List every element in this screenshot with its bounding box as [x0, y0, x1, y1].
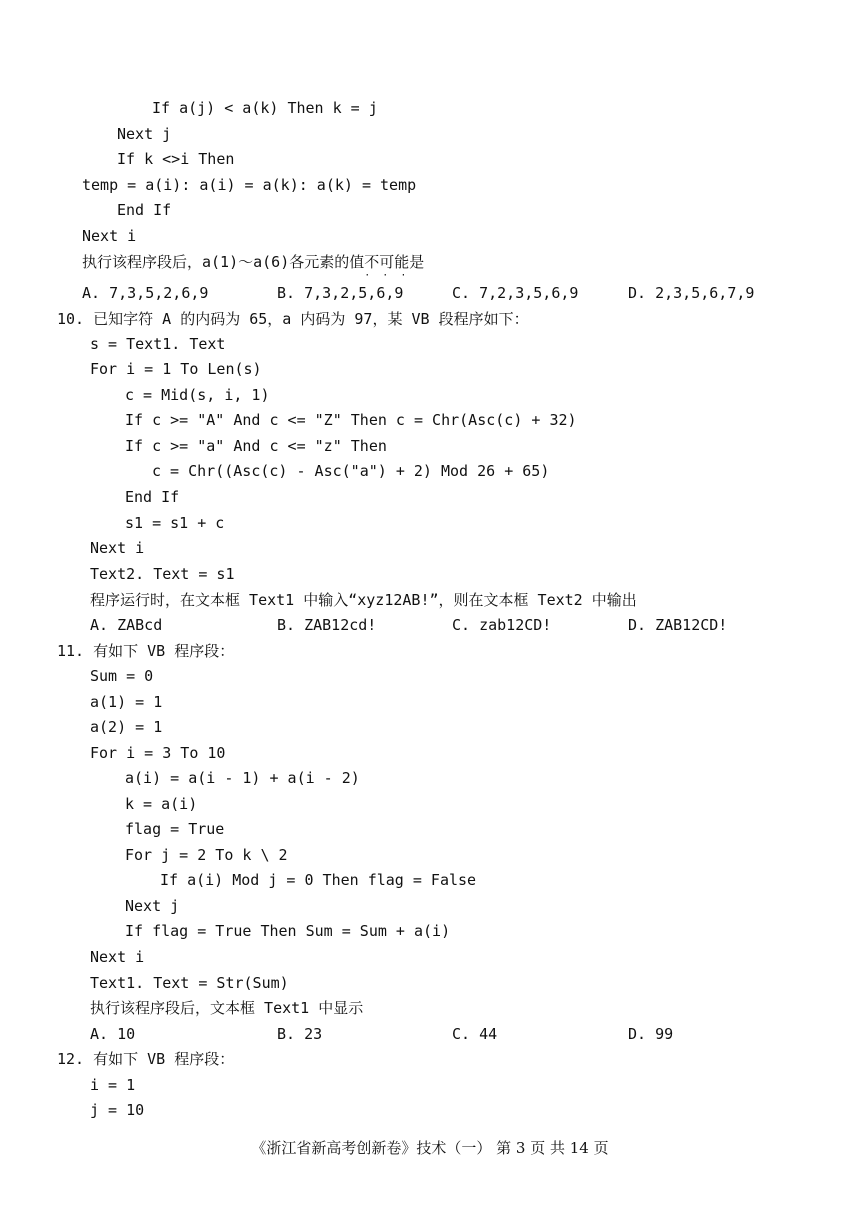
q10-code-line-5: If c >= "a" And c <= "z" Then	[125, 437, 387, 455]
q9-option-a: A. 7,3,5,2,6,9	[82, 284, 209, 302]
q12-code-line-1: i = 1	[90, 1076, 136, 1094]
q11-option-c: C. 44	[452, 1025, 498, 1043]
q11-code-line-2: a(1) = 1	[90, 693, 163, 711]
q9-option-d: D. 2,3,5,6,7,9	[628, 284, 755, 302]
q11-code-line-8: For j = 2 To k \ 2	[125, 846, 288, 864]
q11-code-line-7: flag = True	[125, 820, 225, 838]
q9-option-c: C. 7,2,3,5,6,9	[452, 284, 579, 302]
q11-option-a: A. 10	[90, 1025, 136, 1043]
q11-code-line-10: Next j	[125, 897, 180, 915]
q10-code-line-7: End If	[125, 488, 180, 506]
q10-stem: 10. 已知字符 A 的内码为 65，a 内码为 97，某 VB 段程序如下：	[57, 310, 529, 328]
q9-code-line-5: End If	[117, 201, 172, 219]
q10-code-line-3: c = Mid(s, i, 1)	[125, 386, 270, 404]
q10-code-line-6: c = Chr((Asc(c) - Asc("a") + 2) Mod 26 + 65)	[152, 462, 550, 480]
q11-code-line-5: a(i) = a(i - 1) + a(i - 2)	[125, 769, 360, 787]
q9-code-line-4: temp = a(i): a(i) = a(k): a(k) = temp	[82, 176, 417, 194]
q9-code-line-6: Next i	[82, 227, 137, 245]
q11-option-b: B. 23	[277, 1025, 323, 1043]
q10-prompt: 程序运行时，在文本框 Text1 中输入“xyz12AB!”，则在文本框 Text2 中输出	[90, 591, 637, 609]
q9-prompt-tail: 是	[409, 253, 425, 271]
q9-option-b: B. 7,3,2,5,6,9	[277, 284, 404, 302]
q11-code-line-13: Text1. Text = Str(Sum)	[90, 974, 289, 992]
q9-code-line-2: Next j	[117, 125, 172, 143]
q10-code-line-8: s1 = s1 + c	[125, 514, 225, 532]
q10-code-line-4: If c >= "A" And c <= "Z" Then c = Chr(Asc(c) + 32)	[125, 411, 577, 429]
q9-prompt-text: 执行该程序段后，a(1)～a(6)各元素的值	[82, 253, 365, 271]
q11-code-line-3: a(2) = 1	[90, 718, 163, 736]
q10-code-line-1: s = Text1. Text	[90, 335, 226, 353]
q11-option-d: D. 99	[628, 1025, 674, 1043]
q10-code-line-10: Text2. Text = s1	[90, 565, 235, 583]
q11-code-line-4: For i = 3 To 10	[90, 744, 226, 762]
q10-code-line-9: Next i	[90, 539, 145, 557]
q10-option-d: D. ZAB12CD!	[628, 616, 728, 634]
q11-code-line-6: k = a(i)	[125, 795, 198, 813]
q11-stem: 11. 有如下 VB 程序段：	[57, 642, 235, 660]
q10-code-line-2: For i = 1 To Len(s)	[90, 360, 262, 378]
q10-option-c: C. zab12CD!	[452, 616, 552, 634]
q11-prompt: 执行该程序段后，文本框 Text1 中显示	[90, 999, 364, 1017]
q11-code-line-9: If a(i) Mod j = 0 Then flag = False	[160, 871, 477, 889]
q11-code-line-12: Next i	[90, 948, 145, 966]
q9-prompt	[82, 252, 424, 272]
q9-code-line-3: If k <>i Then	[117, 150, 235, 168]
q10-option-a: A. ZABcd	[90, 616, 163, 634]
q12-code-line-2: j = 10	[90, 1101, 145, 1119]
q9-code-line-1: If a(j) < a(k) Then k = j	[152, 99, 378, 117]
q12-stem: 12. 有如下 VB 程序段：	[57, 1050, 235, 1068]
q11-code-line-11: If flag = True Then Sum = Sum + a(i)	[125, 922, 451, 940]
q11-code-line-1: Sum = 0	[90, 667, 154, 685]
q10-option-b: B. ZAB12cd!	[277, 616, 377, 634]
q9-prompt-emphasis: 不可能 · · ·	[364, 252, 409, 272]
page-footer: 《浙江省新高考创新卷》技术（一） 第 3 页 共 14 页	[251, 1139, 609, 1157]
